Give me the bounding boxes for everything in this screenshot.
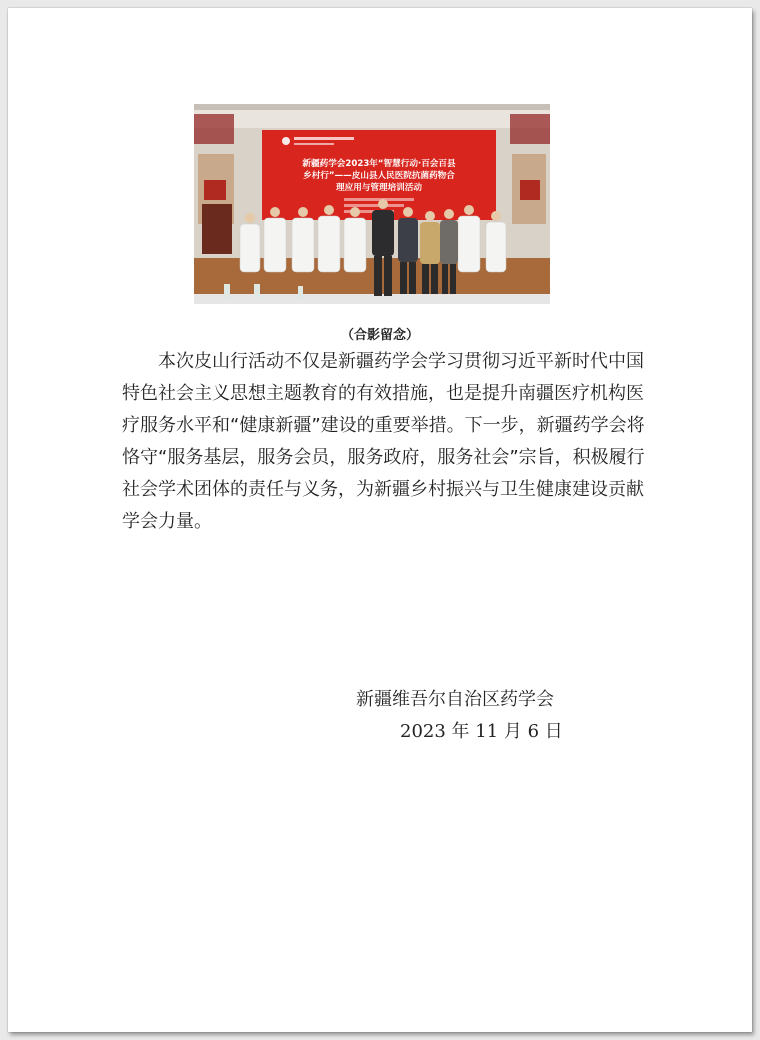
logo-icon [282,137,290,145]
signature-block [356,684,616,748]
signature-date: 2023 年 11 月 6 日 [400,721,563,742]
signature-organization: 新疆维吾尔自治区药学会 [356,689,554,710]
banner-line-3: 理应用与管理培训活动 [336,183,422,193]
body-paragraph-block [122,346,652,538]
body-paragraph: 本次皮山行活动不仅是新疆药学会学习贯彻习近平新时代中国特色社会主义思想主题教育的有效措施，也是提升南疆医疗机构医疗服务水平和“健康新疆”建设的重要举措。下一步，新疆药学会将恪守“服务基层，服务会员，服务政府，服务社会”宗旨，积极履行社会学术团体的责任与义务，为新疆乡村振兴与卫生健康建设贡献学会力量。 [122,351,645,532]
document-page [8,8,752,1032]
banner-line-1: 新疆药学会2023年“智慧行动·百会百县 [302,159,456,169]
group-photo-image [194,104,550,304]
group-photo [194,104,550,304]
photo-caption: （合影留念） [340,328,419,343]
banner-line-2: 乡村行”——皮山县人民医院抗菌药物合 [303,171,455,181]
